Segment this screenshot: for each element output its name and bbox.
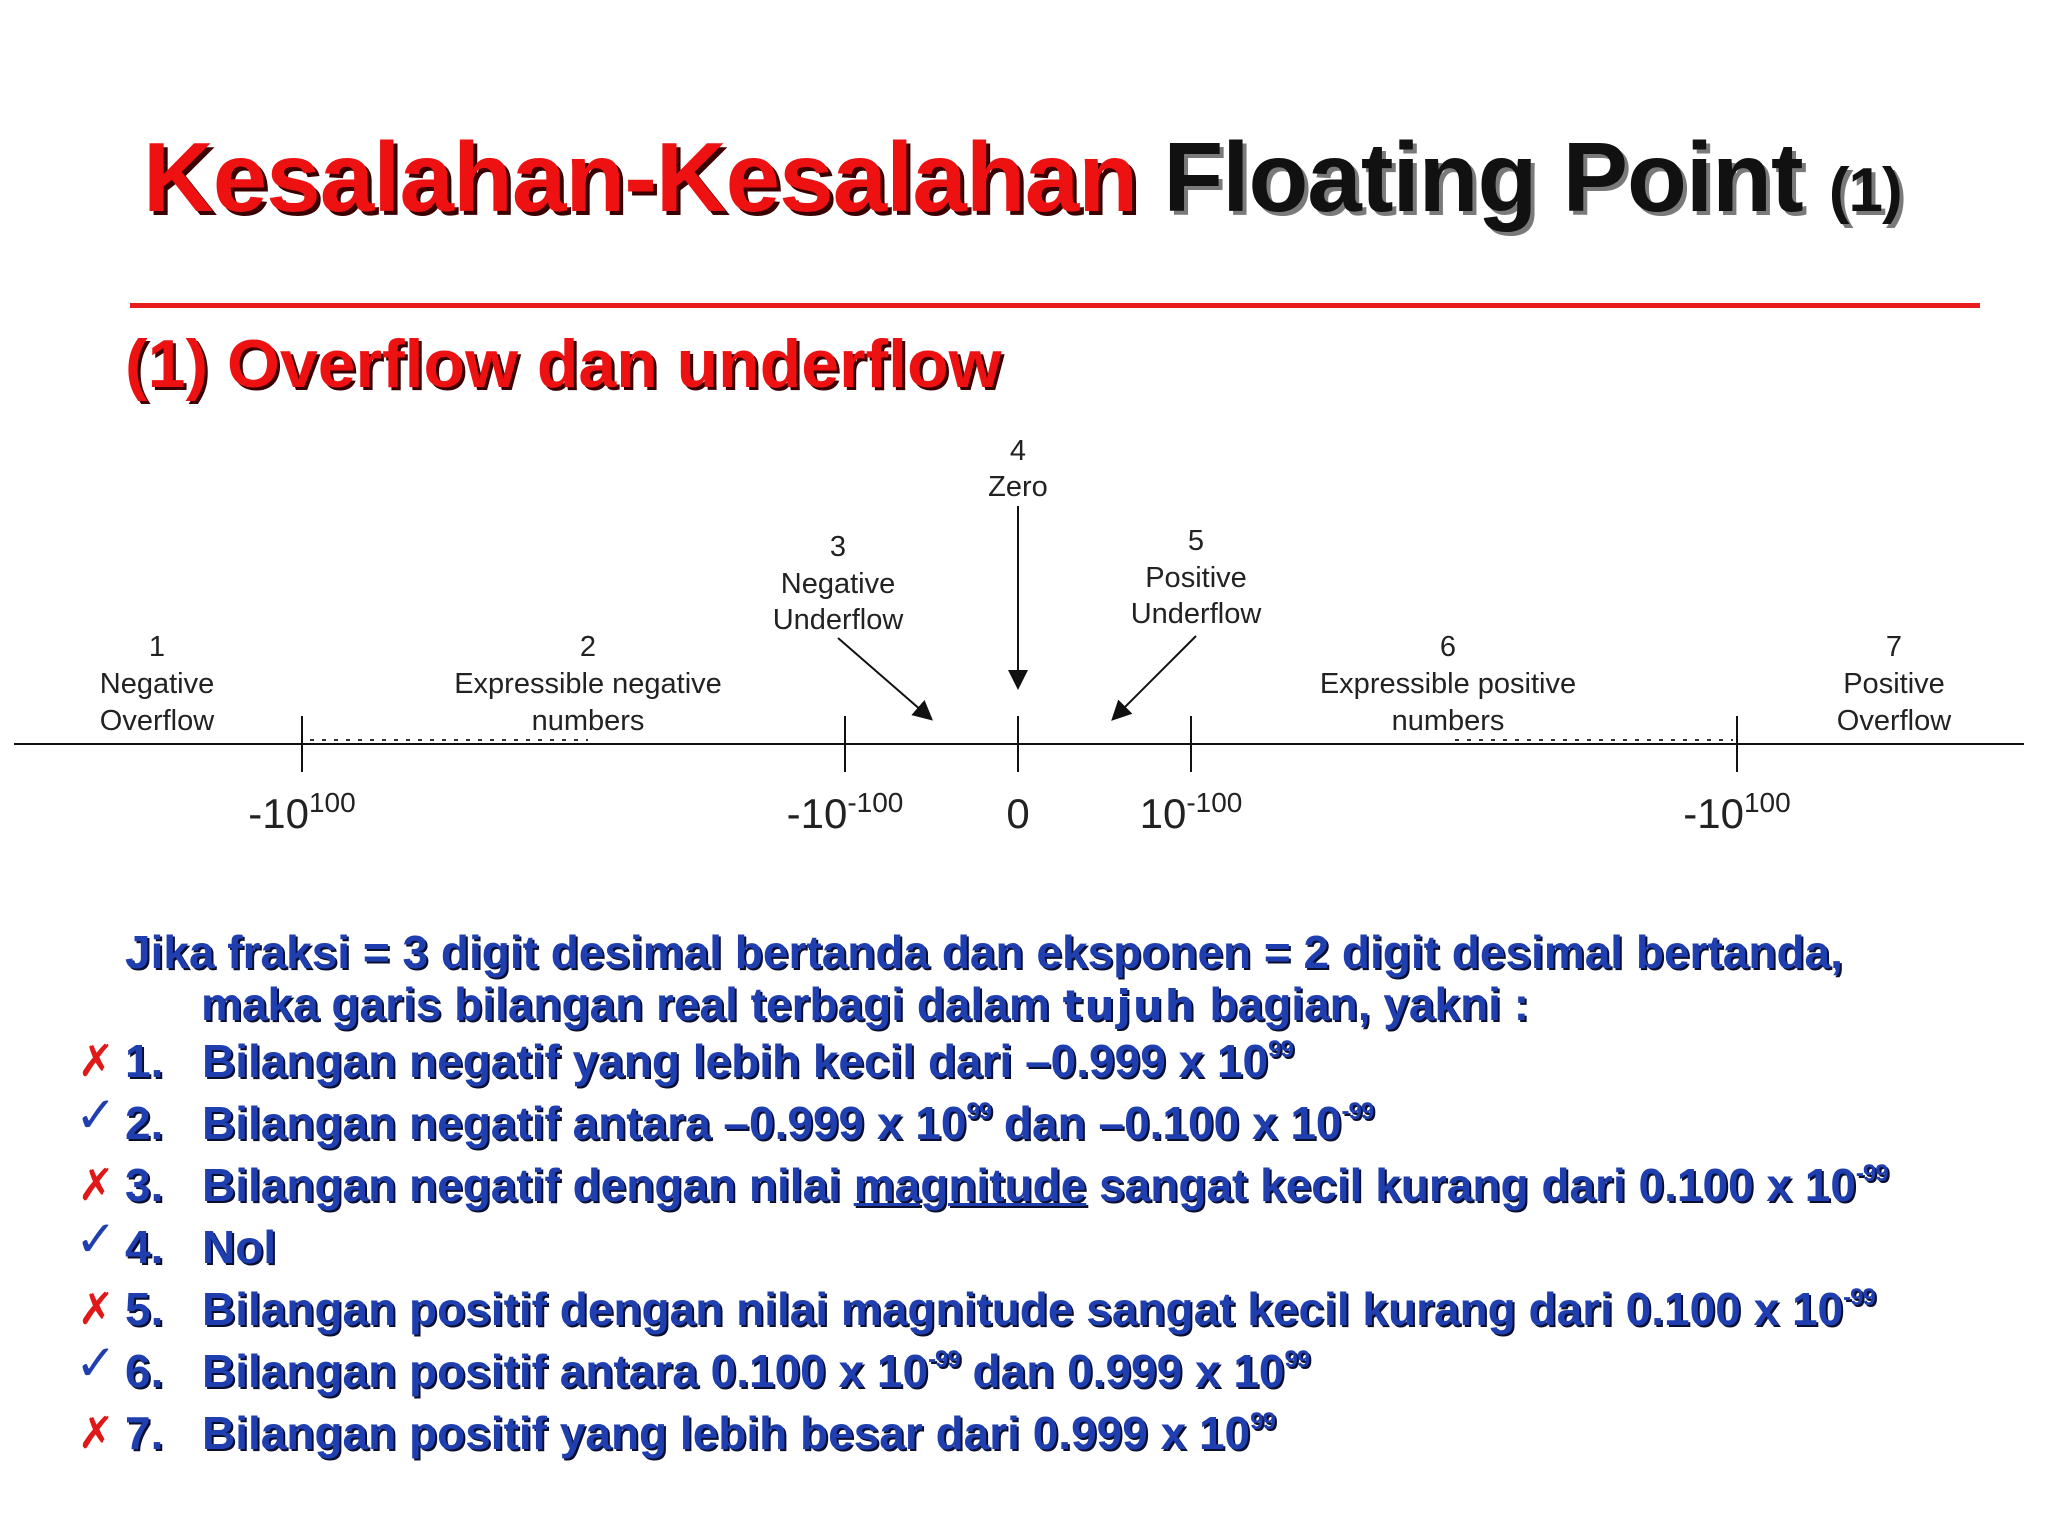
item-text: Bilangan negatif yang lebih kecil dari –0.999 x $10^{99}$	[202, 1035, 1293, 1087]
cross-mark-icon: ✗	[77, 1035, 115, 1087]
region-5-line1: Positive	[1145, 562, 1247, 594]
item-number: 2.	[125, 1097, 164, 1149]
region-1-line1: Negative	[99, 668, 215, 700]
title-part-3: (1)	[1828, 156, 1902, 225]
region-4-number: 4	[1009, 435, 1027, 467]
item-text: Bilangan negatif dengan nilai magnitude sangat kecil kurang dari 0.100 x $10^{-99}$	[202, 1159, 1888, 1211]
item-text: Bilangan positif dengan nilai magnitude sangat kecil kurang dari 0.100 x $10^{-99}$	[202, 1283, 1875, 1335]
region-3-number: 3	[829, 531, 847, 563]
region-6-number: 6	[1439, 631, 1457, 663]
item-text: Bilangan negatif antara –0.999 x $10^{99}$ dan –0.100 x $10^{-99}$	[202, 1097, 1374, 1149]
item-number: 3.	[125, 1159, 164, 1211]
intro-emphasis: tujuh	[1062, 981, 1197, 1030]
negative-underflow-arrow	[838, 638, 930, 718]
item-text: Bilangan positif antara 0.100 x $10^{-99}$ dan 0.999 x $10^{99}$	[202, 1345, 1310, 1397]
title-part-1: Kesalahan-Kesalahan	[143, 122, 1138, 232]
item-number: 1.	[125, 1035, 164, 1087]
tick-label-4: $10^{-100}$	[1139, 787, 1243, 837]
region-1-line2: Overflow	[99, 705, 215, 737]
intro-line-1: Jika fraksi = 3 digit desimal bertanda dan eksponen = 2 digit desimal bertanda,	[125, 926, 1843, 978]
tick-label-2: $-10^{-100}$	[786, 787, 904, 837]
slide-title	[143, 122, 1902, 232]
region-7-number: 7	[1885, 631, 1903, 663]
check-mark-icon: ✓	[75, 1210, 117, 1268]
number-line-diagram	[0, 420, 2048, 860]
region-5-number: 5	[1187, 525, 1205, 557]
region-2-number: 2	[579, 631, 597, 663]
cross-mark-icon: ✗	[77, 1283, 115, 1335]
item-number: 7.	[125, 1407, 164, 1459]
check-mark-icon: ✓	[75, 1086, 117, 1144]
item-text: Bilangan positif yang lebih besar dari 0.999 x $10^{99}$	[202, 1407, 1275, 1459]
region-5-line2: Underflow	[1130, 598, 1262, 630]
title-part-2: Floating Point	[1163, 122, 1803, 232]
tick-label-1: $-10^{100}$	[248, 787, 356, 837]
region-6-line1: Expressible positive	[1319, 668, 1577, 700]
intro-line-2: maka garis bilangan real terbagi dalam tujuh bagian, yakni :	[201, 978, 1530, 1030]
region-2-line2: numbers	[531, 705, 645, 737]
region-2-line1: Expressible negative	[454, 668, 722, 700]
region-4-line1: Zero	[988, 471, 1048, 503]
item-number: 5.	[125, 1283, 164, 1335]
check-mark-icon: ✓	[75, 1334, 117, 1392]
region-7-line1: Positive	[1843, 668, 1945, 700]
region-3-line1: Negative	[780, 568, 896, 600]
item-number: 4.	[125, 1221, 164, 1273]
item-text: Nol	[202, 1221, 277, 1273]
tick-label-5: $-10^{100}$	[1683, 787, 1791, 837]
tick-label-3: 0	[1006, 790, 1030, 837]
section-subtitle: (1) Overflow dan underflow	[125, 326, 1002, 402]
positive-underflow-arrow	[1114, 636, 1196, 718]
region-7-line2: Overflow	[1836, 705, 1952, 737]
region-1-number: 1	[148, 631, 166, 663]
cross-mark-icon: ✗	[77, 1407, 115, 1459]
region-6-line2: numbers	[1391, 705, 1505, 737]
intro-paragraph	[125, 926, 1945, 1032]
title-divider	[130, 303, 1980, 308]
region-3-line2: Underflow	[772, 604, 904, 636]
cross-mark-icon: ✗	[77, 1159, 115, 1211]
item-number: 6.	[125, 1345, 164, 1397]
